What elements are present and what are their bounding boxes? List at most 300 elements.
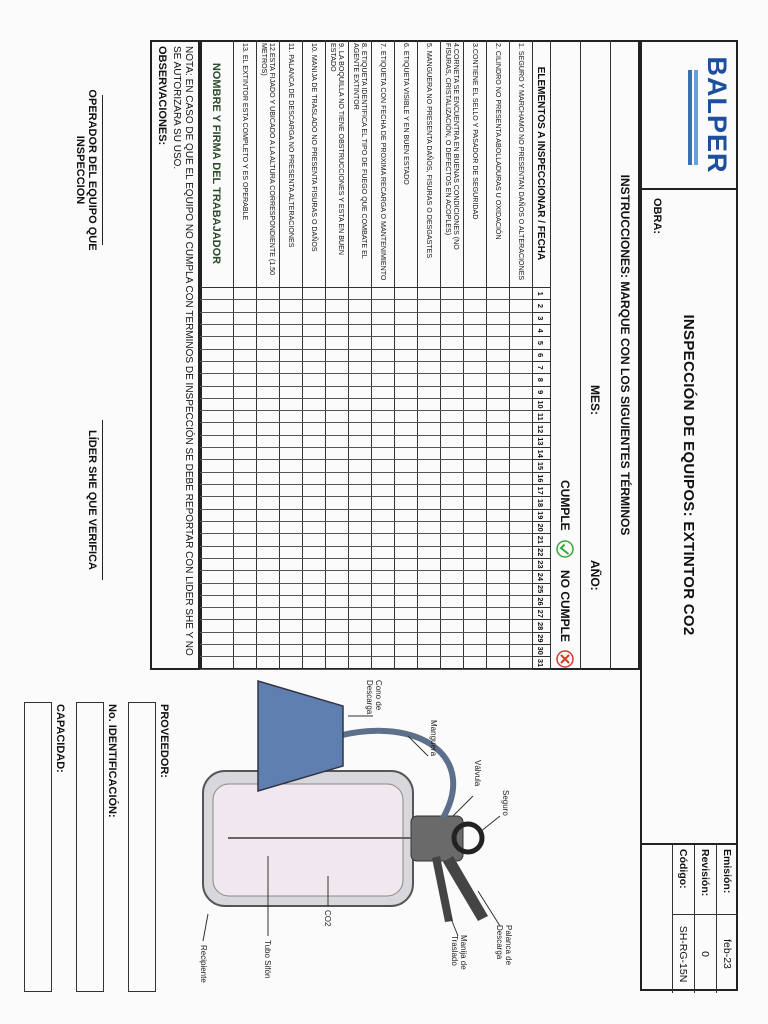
check-cell[interactable] <box>233 288 256 300</box>
check-cell[interactable] <box>486 522 509 534</box>
check-cell[interactable] <box>348 313 371 325</box>
check-cell[interactable] <box>279 620 302 632</box>
check-cell[interactable] <box>509 300 532 312</box>
check-cell[interactable] <box>486 534 509 546</box>
check-cell[interactable] <box>256 571 279 583</box>
check-cell[interactable] <box>256 473 279 485</box>
check-cell[interactable] <box>325 411 348 423</box>
signature-cell[interactable] <box>200 620 233 632</box>
check-cell[interactable] <box>486 633 509 645</box>
leader-signature-label[interactable]: LÍDER SHE QUE VERIFICA <box>86 430 98 570</box>
check-cell[interactable] <box>440 657 463 669</box>
check-cell[interactable] <box>233 436 256 448</box>
check-cell[interactable] <box>348 485 371 497</box>
check-cell[interactable] <box>394 633 417 645</box>
check-cell[interactable] <box>279 411 302 423</box>
check-cell[interactable] <box>325 608 348 620</box>
signature-cell[interactable] <box>200 485 233 497</box>
check-cell[interactable] <box>509 559 532 571</box>
check-cell[interactable] <box>256 337 279 349</box>
check-cell[interactable] <box>325 485 348 497</box>
check-cell[interactable] <box>509 313 532 325</box>
check-cell[interactable] <box>440 350 463 362</box>
check-cell[interactable] <box>302 596 325 608</box>
check-cell[interactable] <box>325 288 348 300</box>
check-cell[interactable] <box>279 584 302 596</box>
check-cell[interactable] <box>440 571 463 583</box>
check-cell[interactable] <box>348 436 371 448</box>
check-cell[interactable] <box>256 399 279 411</box>
check-cell[interactable] <box>325 362 348 374</box>
check-cell[interactable] <box>325 313 348 325</box>
check-cell[interactable] <box>440 485 463 497</box>
signature-cell[interactable] <box>200 448 233 460</box>
check-cell[interactable] <box>302 423 325 435</box>
check-cell[interactable] <box>463 522 486 534</box>
check-cell[interactable] <box>256 460 279 472</box>
check-cell[interactable] <box>371 645 394 657</box>
check-cell[interactable] <box>279 596 302 608</box>
check-cell[interactable] <box>463 399 486 411</box>
check-cell[interactable] <box>325 473 348 485</box>
check-cell[interactable] <box>256 411 279 423</box>
check-cell[interactable] <box>371 571 394 583</box>
check-cell[interactable] <box>279 460 302 472</box>
check-cell[interactable] <box>233 460 256 472</box>
check-cell[interactable] <box>463 559 486 571</box>
check-cell[interactable] <box>509 645 532 657</box>
check-cell[interactable] <box>371 596 394 608</box>
check-cell[interactable] <box>348 657 371 669</box>
check-cell[interactable] <box>233 584 256 596</box>
check-cell[interactable] <box>463 460 486 472</box>
check-cell[interactable] <box>302 608 325 620</box>
check-cell[interactable] <box>256 547 279 559</box>
check-cell[interactable] <box>394 645 417 657</box>
check-cell[interactable] <box>302 657 325 669</box>
check-cell[interactable] <box>463 497 486 509</box>
check-cell[interactable] <box>394 399 417 411</box>
check-cell[interactable] <box>394 608 417 620</box>
check-cell[interactable] <box>256 510 279 522</box>
check-cell[interactable] <box>256 596 279 608</box>
check-cell[interactable] <box>486 411 509 423</box>
check-cell[interactable] <box>256 657 279 669</box>
check-cell[interactable] <box>394 362 417 374</box>
check-cell[interactable] <box>463 485 486 497</box>
check-cell[interactable] <box>256 633 279 645</box>
check-cell[interactable] <box>417 325 440 337</box>
check-cell[interactable] <box>463 645 486 657</box>
check-cell[interactable] <box>348 473 371 485</box>
check-cell[interactable] <box>394 522 417 534</box>
check-cell[interactable] <box>394 325 417 337</box>
check-cell[interactable] <box>348 584 371 596</box>
check-cell[interactable] <box>463 633 486 645</box>
check-cell[interactable] <box>233 350 256 362</box>
check-cell[interactable] <box>417 485 440 497</box>
check-cell[interactable] <box>302 362 325 374</box>
check-cell[interactable] <box>440 399 463 411</box>
check-cell[interactable] <box>417 448 440 460</box>
check-cell[interactable] <box>302 633 325 645</box>
check-cell[interactable] <box>325 510 348 522</box>
check-cell[interactable] <box>486 657 509 669</box>
signature-cell[interactable] <box>200 288 233 300</box>
signature-cell[interactable] <box>200 645 233 657</box>
check-cell[interactable] <box>348 522 371 534</box>
check-cell[interactable] <box>417 645 440 657</box>
check-cell[interactable] <box>348 399 371 411</box>
check-cell[interactable] <box>325 584 348 596</box>
check-cell[interactable] <box>348 510 371 522</box>
check-cell[interactable] <box>233 325 256 337</box>
check-cell[interactable] <box>348 460 371 472</box>
check-cell[interactable] <box>302 485 325 497</box>
check-cell[interactable] <box>302 547 325 559</box>
check-cell[interactable] <box>371 411 394 423</box>
check-cell[interactable] <box>509 460 532 472</box>
check-cell[interactable] <box>463 473 486 485</box>
check-cell[interactable] <box>279 374 302 386</box>
check-cell[interactable] <box>302 460 325 472</box>
check-cell[interactable] <box>279 657 302 669</box>
check-cell[interactable] <box>440 436 463 448</box>
check-cell[interactable] <box>371 608 394 620</box>
check-cell[interactable] <box>279 547 302 559</box>
check-cell[interactable] <box>509 534 532 546</box>
check-cell[interactable] <box>302 584 325 596</box>
check-cell[interactable] <box>325 387 348 399</box>
check-cell[interactable] <box>371 362 394 374</box>
check-cell[interactable] <box>486 313 509 325</box>
identificacion-box[interactable] <box>76 702 104 992</box>
check-cell[interactable] <box>417 497 440 509</box>
check-cell[interactable] <box>279 387 302 399</box>
check-cell[interactable] <box>463 534 486 546</box>
check-cell[interactable] <box>233 497 256 509</box>
check-cell[interactable] <box>394 436 417 448</box>
check-cell[interactable] <box>440 522 463 534</box>
proveedor-field[interactable] <box>128 702 170 992</box>
check-cell[interactable] <box>486 571 509 583</box>
check-cell[interactable] <box>279 571 302 583</box>
check-cell[interactable] <box>325 423 348 435</box>
check-cell[interactable] <box>325 460 348 472</box>
check-cell[interactable] <box>325 325 348 337</box>
operator-signature-label[interactable]: OPERADOR DEL EQUIPO QUE INSPECCION <box>74 89 98 251</box>
check-cell[interactable] <box>256 423 279 435</box>
check-cell[interactable] <box>417 633 440 645</box>
check-cell[interactable] <box>302 522 325 534</box>
check-cell[interactable] <box>279 473 302 485</box>
check-cell[interactable] <box>463 571 486 583</box>
check-cell[interactable] <box>279 350 302 362</box>
check-cell[interactable] <box>325 571 348 583</box>
check-cell[interactable] <box>256 497 279 509</box>
check-cell[interactable] <box>302 510 325 522</box>
signature-cell[interactable] <box>200 534 233 546</box>
check-cell[interactable] <box>325 300 348 312</box>
check-cell[interactable] <box>394 300 417 312</box>
check-cell[interactable] <box>440 473 463 485</box>
check-cell[interactable] <box>279 313 302 325</box>
check-cell[interactable] <box>371 547 394 559</box>
check-cell[interactable] <box>509 584 532 596</box>
check-cell[interactable] <box>440 460 463 472</box>
check-cell[interactable] <box>256 522 279 534</box>
check-cell[interactable] <box>371 300 394 312</box>
check-cell[interactable] <box>394 460 417 472</box>
check-cell[interactable] <box>440 313 463 325</box>
check-cell[interactable] <box>486 497 509 509</box>
check-cell[interactable] <box>348 596 371 608</box>
check-cell[interactable] <box>440 387 463 399</box>
check-cell[interactable] <box>440 584 463 596</box>
check-cell[interactable] <box>279 337 302 349</box>
check-cell[interactable] <box>486 584 509 596</box>
check-cell[interactable] <box>325 374 348 386</box>
check-cell[interactable] <box>463 608 486 620</box>
signature-cell[interactable] <box>200 584 233 596</box>
check-cell[interactable] <box>233 448 256 460</box>
check-cell[interactable] <box>233 608 256 620</box>
check-cell[interactable] <box>417 522 440 534</box>
check-cell[interactable] <box>371 374 394 386</box>
check-cell[interactable] <box>302 448 325 460</box>
check-cell[interactable] <box>256 584 279 596</box>
check-cell[interactable] <box>279 300 302 312</box>
signature-cell[interactable] <box>200 399 233 411</box>
check-cell[interactable] <box>509 399 532 411</box>
signature-cell[interactable] <box>200 596 233 608</box>
check-cell[interactable] <box>371 448 394 460</box>
check-cell[interactable] <box>463 411 486 423</box>
check-cell[interactable] <box>348 534 371 546</box>
check-cell[interactable] <box>233 547 256 559</box>
check-cell[interactable] <box>325 645 348 657</box>
check-cell[interactable] <box>509 350 532 362</box>
check-cell[interactable] <box>440 374 463 386</box>
check-cell[interactable] <box>348 559 371 571</box>
check-cell[interactable] <box>440 510 463 522</box>
check-cell[interactable] <box>394 350 417 362</box>
check-cell[interactable] <box>463 547 486 559</box>
check-cell[interactable] <box>325 534 348 546</box>
check-cell[interactable] <box>394 497 417 509</box>
check-cell[interactable] <box>486 645 509 657</box>
check-cell[interactable] <box>325 497 348 509</box>
check-cell[interactable] <box>509 596 532 608</box>
check-cell[interactable] <box>486 485 509 497</box>
check-cell[interactable] <box>233 374 256 386</box>
check-cell[interactable] <box>486 547 509 559</box>
check-cell[interactable] <box>256 485 279 497</box>
check-cell[interactable] <box>440 596 463 608</box>
check-cell[interactable] <box>486 473 509 485</box>
check-cell[interactable] <box>348 608 371 620</box>
check-cell[interactable] <box>279 436 302 448</box>
check-cell[interactable] <box>417 387 440 399</box>
check-cell[interactable] <box>302 645 325 657</box>
check-cell[interactable] <box>486 362 509 374</box>
check-cell[interactable] <box>417 510 440 522</box>
check-cell[interactable] <box>394 510 417 522</box>
check-cell[interactable] <box>302 497 325 509</box>
check-cell[interactable] <box>509 411 532 423</box>
check-cell[interactable] <box>417 423 440 435</box>
signature-cell[interactable] <box>200 633 233 645</box>
check-cell[interactable] <box>417 350 440 362</box>
check-cell[interactable] <box>463 620 486 632</box>
check-cell[interactable] <box>348 288 371 300</box>
check-cell[interactable] <box>417 337 440 349</box>
check-cell[interactable] <box>302 288 325 300</box>
check-cell[interactable] <box>302 436 325 448</box>
check-cell[interactable] <box>348 620 371 632</box>
capacidad-box[interactable] <box>24 702 52 992</box>
check-cell[interactable] <box>394 559 417 571</box>
check-cell[interactable] <box>256 300 279 312</box>
check-cell[interactable] <box>509 448 532 460</box>
check-cell[interactable] <box>463 387 486 399</box>
check-cell[interactable] <box>509 571 532 583</box>
check-cell[interactable] <box>325 633 348 645</box>
check-cell[interactable] <box>348 350 371 362</box>
check-cell[interactable] <box>486 374 509 386</box>
signature-cell[interactable] <box>200 374 233 386</box>
check-cell[interactable] <box>463 657 486 669</box>
check-cell[interactable] <box>486 436 509 448</box>
signature-cell[interactable] <box>200 423 233 435</box>
check-cell[interactable] <box>394 313 417 325</box>
check-cell[interactable] <box>256 387 279 399</box>
check-cell[interactable] <box>486 387 509 399</box>
signature-cell[interactable] <box>200 325 233 337</box>
check-cell[interactable] <box>371 387 394 399</box>
check-cell[interactable] <box>463 300 486 312</box>
check-cell[interactable] <box>417 411 440 423</box>
check-cell[interactable] <box>233 485 256 497</box>
check-cell[interactable] <box>440 633 463 645</box>
check-cell[interactable] <box>463 423 486 435</box>
signature-cell[interactable] <box>200 510 233 522</box>
check-cell[interactable] <box>486 620 509 632</box>
check-cell[interactable] <box>463 325 486 337</box>
check-cell[interactable] <box>233 534 256 546</box>
check-cell[interactable] <box>371 288 394 300</box>
check-cell[interactable] <box>371 337 394 349</box>
check-cell[interactable] <box>486 325 509 337</box>
check-cell[interactable] <box>233 473 256 485</box>
check-cell[interactable] <box>486 448 509 460</box>
check-cell[interactable] <box>256 350 279 362</box>
check-cell[interactable] <box>394 547 417 559</box>
check-cell[interactable] <box>417 436 440 448</box>
check-cell[interactable] <box>463 510 486 522</box>
check-cell[interactable] <box>348 448 371 460</box>
check-cell[interactable] <box>486 460 509 472</box>
check-cell[interactable] <box>256 559 279 571</box>
check-cell[interactable] <box>348 374 371 386</box>
check-cell[interactable] <box>371 534 394 546</box>
check-cell[interactable] <box>302 411 325 423</box>
check-cell[interactable] <box>302 399 325 411</box>
check-cell[interactable] <box>279 608 302 620</box>
check-cell[interactable] <box>302 473 325 485</box>
check-cell[interactable] <box>440 423 463 435</box>
check-cell[interactable] <box>486 423 509 435</box>
check-cell[interactable] <box>348 645 371 657</box>
signature-cell[interactable] <box>200 571 233 583</box>
check-cell[interactable] <box>417 559 440 571</box>
check-cell[interactable] <box>371 559 394 571</box>
check-cell[interactable] <box>302 534 325 546</box>
check-cell[interactable] <box>394 596 417 608</box>
check-cell[interactable] <box>233 411 256 423</box>
check-cell[interactable] <box>233 596 256 608</box>
check-cell[interactable] <box>417 620 440 632</box>
check-cell[interactable] <box>463 596 486 608</box>
check-cell[interactable] <box>394 620 417 632</box>
check-cell[interactable] <box>486 300 509 312</box>
check-cell[interactable] <box>463 313 486 325</box>
check-cell[interactable] <box>256 374 279 386</box>
check-cell[interactable] <box>233 387 256 399</box>
check-cell[interactable] <box>417 460 440 472</box>
check-cell[interactable] <box>417 313 440 325</box>
check-cell[interactable] <box>371 510 394 522</box>
check-cell[interactable] <box>463 448 486 460</box>
check-cell[interactable] <box>302 620 325 632</box>
signature-cell[interactable] <box>200 362 233 374</box>
check-cell[interactable] <box>279 423 302 435</box>
check-cell[interactable] <box>325 657 348 669</box>
check-cell[interactable] <box>394 387 417 399</box>
check-cell[interactable] <box>417 473 440 485</box>
check-cell[interactable] <box>440 300 463 312</box>
check-cell[interactable] <box>509 374 532 386</box>
check-cell[interactable] <box>325 399 348 411</box>
check-cell[interactable] <box>325 337 348 349</box>
check-cell[interactable] <box>233 300 256 312</box>
check-cell[interactable] <box>279 522 302 534</box>
check-cell[interactable] <box>440 620 463 632</box>
check-cell[interactable] <box>463 337 486 349</box>
check-cell[interactable] <box>302 337 325 349</box>
capacidad-field[interactable] <box>24 702 66 992</box>
signature-cell[interactable] <box>200 547 233 559</box>
check-cell[interactable] <box>348 362 371 374</box>
check-cell[interactable] <box>440 337 463 349</box>
check-cell[interactable] <box>509 547 532 559</box>
check-cell[interactable] <box>486 596 509 608</box>
check-cell[interactable] <box>417 288 440 300</box>
check-cell[interactable] <box>417 399 440 411</box>
check-cell[interactable] <box>256 362 279 374</box>
check-cell[interactable] <box>348 547 371 559</box>
check-cell[interactable] <box>371 436 394 448</box>
check-cell[interactable] <box>417 657 440 669</box>
check-cell[interactable] <box>371 497 394 509</box>
check-cell[interactable] <box>233 559 256 571</box>
check-cell[interactable] <box>256 534 279 546</box>
check-cell[interactable] <box>440 534 463 546</box>
check-cell[interactable] <box>256 436 279 448</box>
signature-cell[interactable] <box>200 497 233 509</box>
check-cell[interactable] <box>509 473 532 485</box>
check-cell[interactable] <box>371 460 394 472</box>
